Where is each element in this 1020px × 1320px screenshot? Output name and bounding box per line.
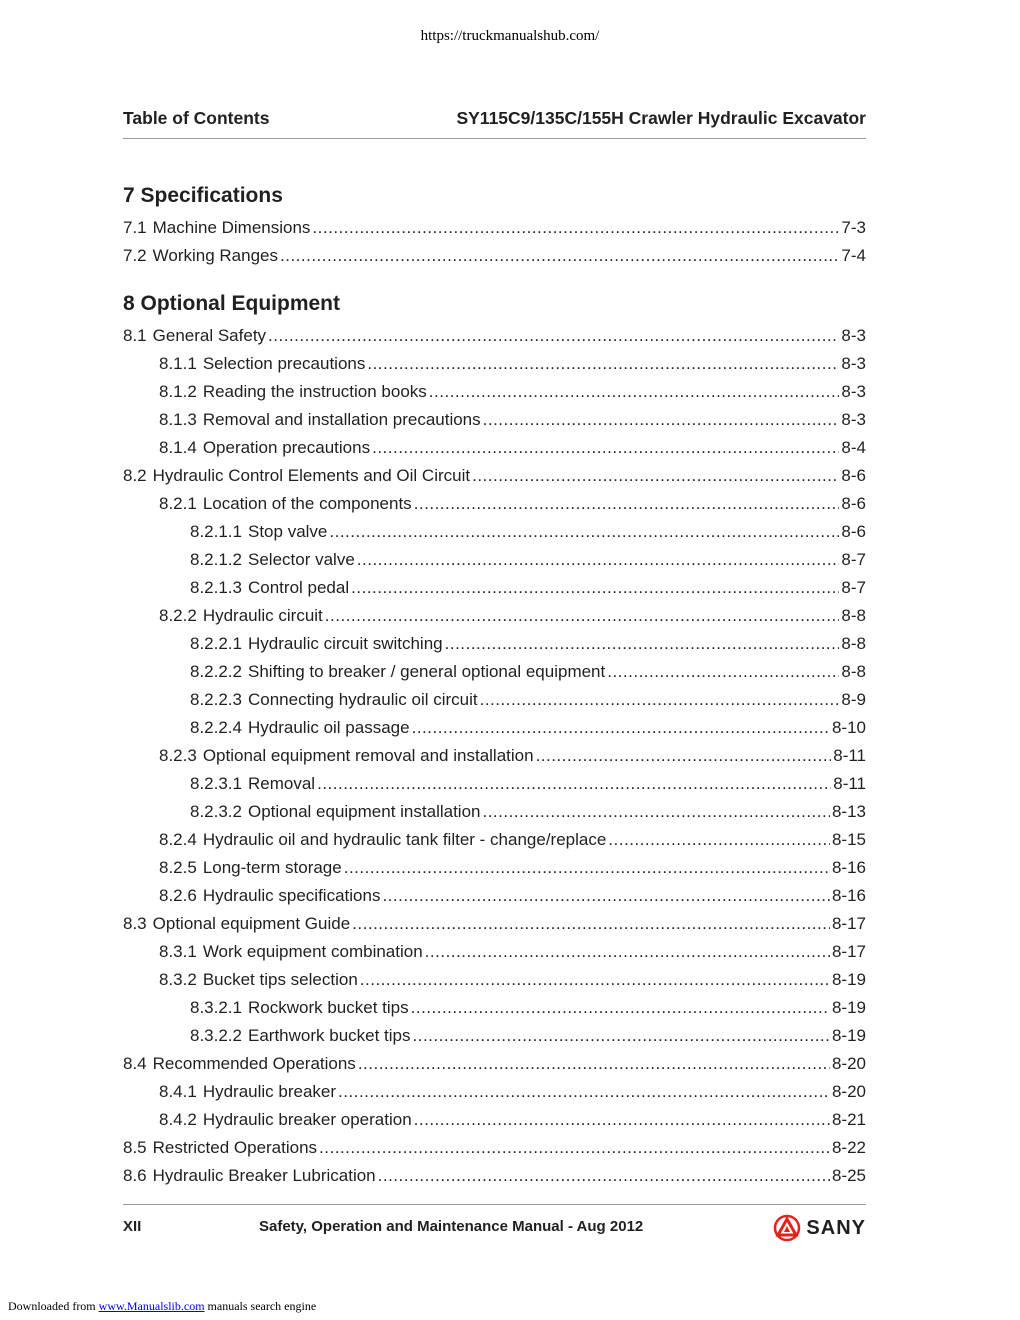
toc-dot-leader	[317, 770, 831, 798]
page-header	[123, 108, 866, 132]
toc-entry[interactable]	[123, 242, 866, 270]
toc-entry-page: 8-4	[841, 438, 866, 457]
toc-dot-leader	[378, 1162, 830, 1190]
toc-entry-page: 8-19	[831, 1026, 866, 1045]
header-divider	[123, 138, 866, 139]
toc-dot-leader	[414, 1106, 830, 1134]
toc-entry[interactable]	[123, 1162, 866, 1190]
toc-entry-title: Optional equipment Guide	[152, 914, 351, 933]
toc-entry[interactable]	[123, 462, 866, 490]
toc-entry-title: Machine Dimensions	[152, 218, 311, 237]
toc-entry-page: 8-8	[841, 634, 866, 653]
toc-dot-leader	[382, 882, 830, 910]
toc-chapter-heading[interactable]: 7 Specifications	[123, 184, 283, 207]
toc-entry-number: 8.3.2.1	[190, 998, 242, 1017]
section-spacer	[123, 270, 866, 284]
toc-entry-page: 8-8	[841, 606, 866, 625]
toc-entry-number: 8.4.2	[159, 1110, 197, 1129]
toc-dot-leader	[358, 1050, 830, 1078]
toc-entry-page: 8-21	[831, 1110, 866, 1129]
toc-entry-title: Hydraulic Breaker Lubrication	[152, 1166, 376, 1185]
toc-entry-page: 8-10	[831, 718, 866, 737]
toc-entry-page: 8-9	[841, 690, 866, 709]
toc-dot-leader	[312, 214, 839, 242]
toc-entry[interactable]	[123, 798, 866, 826]
toc-entry-page: 8-3	[841, 382, 866, 401]
toc-entry-title: Hydraulic circuit switching	[248, 634, 443, 653]
toc-dot-leader	[357, 546, 840, 574]
download-note	[8, 1299, 316, 1314]
toc-entry-number: 8.6	[123, 1166, 147, 1185]
toc-entry-title: Stop valve	[248, 522, 328, 541]
toc-entry-number: 8.3.1	[159, 942, 197, 961]
toc-entry-title: Location of the components	[202, 494, 412, 513]
toc-entry[interactable]	[123, 214, 866, 242]
toc-entry-number: 8.3	[123, 914, 147, 933]
toc-dot-leader	[280, 242, 839, 270]
toc-entry-number: 8.2.6	[159, 886, 197, 905]
toc-entry[interactable]	[123, 434, 866, 462]
toc-entry-number: 8.2.2.1	[190, 634, 242, 653]
toc-entry-number: 8.5	[123, 1138, 147, 1157]
toc-entry[interactable]	[123, 882, 866, 910]
toc-entry-page: 8-7	[841, 578, 866, 597]
toc-entry[interactable]	[123, 350, 866, 378]
toc-entry[interactable]	[123, 966, 866, 994]
toc-entry-page: 8-16	[831, 886, 866, 905]
toc-entry-page: 7-4	[841, 246, 866, 265]
toc-entry[interactable]	[123, 1050, 866, 1078]
toc-entry-number: 8.2.2.4	[190, 718, 242, 737]
toc-entry[interactable]	[123, 854, 866, 882]
page-number: XII	[123, 1218, 142, 1235]
toc-dot-leader	[608, 826, 830, 854]
manual-title: Safety, Operation and Maintenance Manual - Aug 2012	[259, 1218, 644, 1235]
download-note-suffix: manuals search engine	[207, 1299, 317, 1313]
toc-entry-page: 8-3	[841, 410, 866, 429]
toc-dot-leader	[352, 910, 830, 938]
toc-entry-number: 8.2.1.2	[190, 550, 242, 569]
toc-dot-leader	[445, 630, 840, 658]
toc-entry-page: 8-25	[831, 1166, 866, 1185]
toc-dot-leader	[425, 938, 830, 966]
toc-entry-number: 8.3.2.2	[190, 1026, 242, 1045]
toc-entry-number: 8.2.2	[159, 606, 197, 625]
toc-entry-title: Control pedal	[248, 578, 350, 597]
toc-entry-title: Removal	[248, 774, 316, 793]
toc-entry-number: 7.2	[123, 246, 147, 265]
toc-entry-page: 8-19	[831, 970, 866, 989]
toc-entry-page: 8-3	[841, 326, 866, 345]
toc-entry[interactable]	[123, 910, 866, 938]
toc-dot-leader	[325, 602, 840, 630]
toc-entry-number: 7.1	[123, 218, 147, 237]
toc-entry-page: 8-6	[841, 522, 866, 541]
toc-entry[interactable]	[123, 630, 866, 658]
toc-entry-page: 8-6	[841, 466, 866, 485]
toc-entry-number: 8.2.5	[159, 858, 197, 877]
toc-entry-number: 8.2.3.1	[190, 774, 242, 793]
toc-entry-number: 8.1.2	[159, 382, 197, 401]
toc-entry-page: 8-11	[833, 774, 866, 793]
toc-entry-title: Hydraulic specifications	[202, 886, 381, 905]
toc-entry[interactable]	[123, 406, 866, 434]
toc-entry-page: 7-3	[841, 218, 866, 237]
footer-divider	[123, 1204, 866, 1205]
toc-dot-leader	[372, 434, 839, 462]
toc-dot-leader	[429, 378, 840, 406]
toc-entry-number: 8.2.1	[159, 494, 197, 513]
toc-dot-leader	[480, 686, 840, 714]
toc-entry-number: 8.2.4	[159, 830, 197, 849]
logo-wordmark: SANY	[806, 1216, 866, 1239]
toc-entry-title: Selector valve	[248, 550, 355, 569]
toc-entry-title: Hydraulic breaker operation	[202, 1110, 412, 1129]
toc-entry[interactable]	[123, 770, 866, 798]
toc-entry[interactable]	[123, 378, 866, 406]
source-url: https://truckmanualshub.com/	[420, 28, 600, 44]
download-note-prefix: Downloaded from	[8, 1299, 96, 1313]
toc-dot-leader	[482, 798, 829, 826]
toc-entry-page: 8-17	[831, 914, 866, 933]
header-model-title: SY115C9/135C/155H Crawler Hydraulic Excavator	[456, 108, 866, 128]
toc-entry-number: 8.1.1	[159, 354, 197, 373]
toc-dot-leader	[367, 350, 839, 378]
toc-entry-page: 8-11	[833, 746, 866, 765]
toc-entry-number: 8.2.3	[159, 746, 197, 765]
toc-entry-page: 8-6	[841, 494, 866, 513]
toc-entry-title: Optional equipment installation	[248, 802, 481, 821]
page-footer	[123, 1214, 866, 1244]
toc-dot-leader	[338, 1078, 830, 1106]
toc-dot-leader	[412, 714, 830, 742]
toc-entry-number: 8.2.2.2	[190, 662, 242, 681]
toc-entry-title: General Safety	[152, 326, 267, 345]
toc-entry-number: 8.2.1.3	[190, 578, 242, 597]
toc-entry-title: Earthwork bucket tips	[248, 1026, 411, 1045]
toc-entry-number: 8.1	[123, 326, 147, 345]
sany-logo-icon	[772, 1214, 802, 1242]
toc-entry-title: Bucket tips selection	[202, 970, 358, 989]
toc-entry-page: 8-15	[831, 830, 866, 849]
toc-entry-title: Connecting hydraulic oil circuit	[248, 690, 478, 709]
toc-entry[interactable]	[123, 1134, 866, 1162]
toc-entry-number: 8.4	[123, 1054, 147, 1073]
toc-entry[interactable]	[123, 546, 866, 574]
toc-entry-page: 8-3	[841, 354, 866, 373]
toc-entry[interactable]	[123, 826, 866, 854]
toc-entry[interactable]	[123, 490, 866, 518]
toc-entry[interactable]	[123, 714, 866, 742]
toc-entry-title: Hydraulic oil and hydraulic tank filter - change/replace	[202, 830, 607, 849]
toc-dot-leader	[472, 462, 839, 490]
toc-entry[interactable]	[123, 574, 866, 602]
toc-entry-title: Shifting to breaker / general optional equipment	[248, 662, 606, 681]
toc-entry-title: Work equipment combination	[202, 942, 423, 961]
toc-entry-page: 8-19	[831, 998, 866, 1017]
toc-entry-title: Reading the instruction books	[202, 382, 427, 401]
toc-entry[interactable]	[123, 602, 866, 630]
toc-entry-page: 8-20	[831, 1082, 866, 1101]
toc-entry[interactable]	[123, 994, 866, 1022]
toc-entry-title: Working Ranges	[152, 246, 278, 265]
toc-entry[interactable]	[123, 742, 866, 770]
table-of-contents	[123, 176, 866, 1190]
toc-entry-title: Removal and installation precautions	[202, 410, 481, 429]
toc-entry[interactable]	[123, 1022, 866, 1050]
toc-entry[interactable]	[123, 518, 866, 546]
toc-entry-title: Operation precautions	[202, 438, 371, 457]
toc-dot-leader	[344, 854, 830, 882]
toc-entry-number: 8.2.3.2	[190, 802, 242, 821]
toc-entry-title: Hydraulic Control Elements and Oil Circuit	[152, 466, 471, 485]
toc-entry-number: 8.1.3	[159, 410, 197, 429]
toc-entry-title: Long-term storage	[202, 858, 342, 877]
toc-entry-page: 8-20	[831, 1054, 866, 1073]
toc-entry-title: Rockwork bucket tips	[248, 998, 409, 1017]
manualslib-link[interactable]: www.Manualslib.com	[98, 1299, 205, 1313]
toc-entry-number: 8.4.1	[159, 1082, 197, 1101]
toc-dot-leader	[411, 994, 830, 1022]
toc-dot-leader	[329, 518, 839, 546]
header-section-title: Table of Contents	[123, 108, 270, 128]
toc-entry-title: Recommended Operations	[152, 1054, 356, 1073]
toc-entry[interactable]	[123, 1078, 866, 1106]
toc-dot-leader	[414, 490, 840, 518]
toc-entry-number: 8.2	[123, 466, 147, 485]
toc-entry-page: 8-7	[841, 550, 866, 569]
toc-dot-leader	[607, 658, 839, 686]
toc-dot-leader	[483, 406, 840, 434]
toc-dot-leader	[319, 1134, 830, 1162]
toc-entry-title: Optional equipment removal and installation	[202, 746, 534, 765]
toc-entry-number: 8.1.4	[159, 438, 197, 457]
toc-dot-leader	[413, 1022, 830, 1050]
toc-entry-title: Hydraulic breaker	[202, 1082, 337, 1101]
toc-dot-leader	[360, 966, 830, 994]
toc-dot-leader	[351, 574, 839, 602]
toc-entry-title: Hydraulic circuit	[202, 606, 323, 625]
toc-entry[interactable]	[123, 938, 866, 966]
toc-entry-number: 8.2.1.1	[190, 522, 242, 541]
toc-entry-title: Selection precautions	[202, 354, 366, 373]
sany-logo	[772, 1214, 866, 1242]
toc-entry-page: 8-8	[841, 662, 866, 681]
toc-entry-page: 8-17	[831, 942, 866, 961]
toc-entry-number: 8.3.2	[159, 970, 197, 989]
toc-entry[interactable]	[123, 322, 866, 350]
toc-entry-number: 8.2.2.3	[190, 690, 242, 709]
toc-entry-page: 8-22	[831, 1138, 866, 1157]
toc-entry[interactable]	[123, 658, 866, 686]
toc-chapter-heading[interactable]: 8 Optional Equipment	[123, 292, 341, 315]
toc-dot-leader	[268, 322, 839, 350]
toc-entry-page: 8-16	[831, 858, 866, 877]
toc-dot-leader	[536, 742, 832, 770]
toc-entry-title: Restricted Operations	[152, 1138, 318, 1157]
toc-entry[interactable]	[123, 686, 866, 714]
toc-entry-page: 8-13	[831, 802, 866, 821]
toc-entry[interactable]	[123, 1106, 866, 1134]
toc-entry-title: Hydraulic oil passage	[248, 718, 410, 737]
